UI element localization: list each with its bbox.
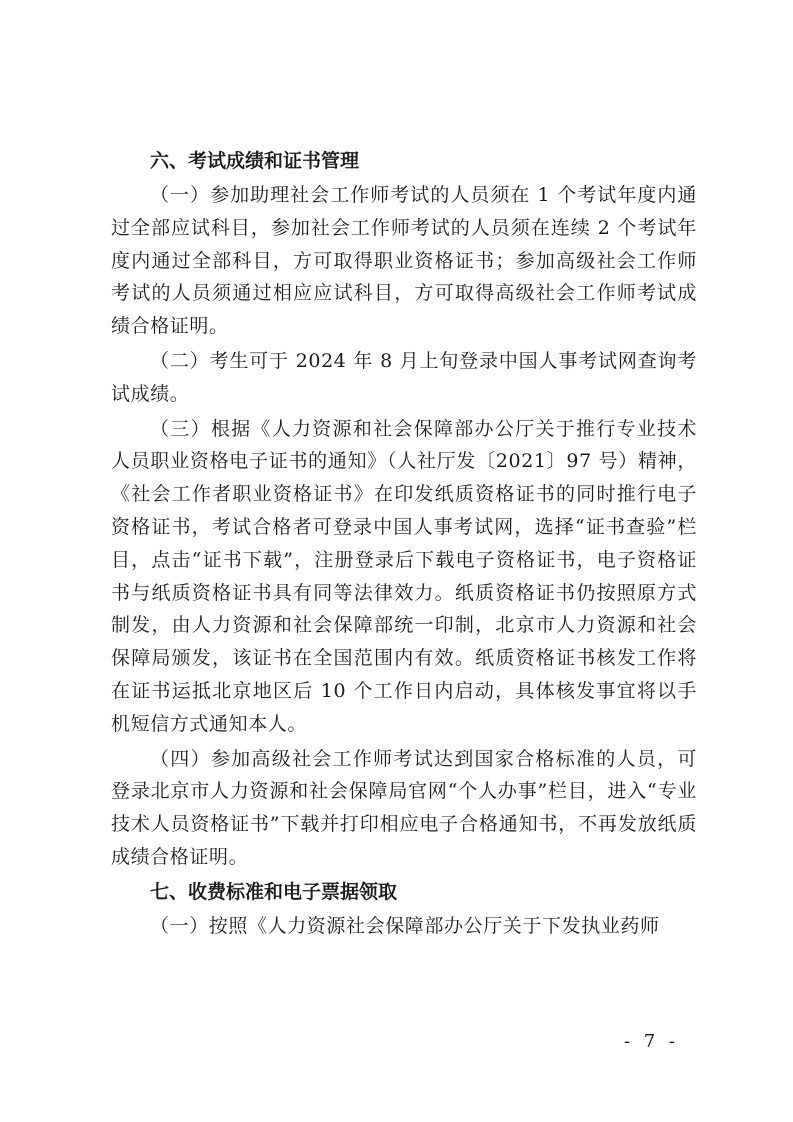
section-six-paragraph-4: （四）参加高级社会工作师考试达到国家合格标准的人员，可登录北京市人力资源和社会保障局官网“个人办事”栏目，进入“专业技术人员资格证书”下载并打印相应电子合格通知书，不再发放纸质成绩合格证明。 <box>111 747 697 868</box>
section-six-paragraph-1: （一）参加助理社会工作师考试的人员须在 1 个考试年度内通过全部应试科目，参加社会工作师考试的人员须在连续 2 个考试年度内通过全部科目，方可取得职业资格证书；参加高级社会工作师考试的人员须通过相应应试科目，方可取得高级社会工作师考试成绩合格证明。 <box>111 184 697 338</box>
section-seven-paragraph-1: （一）按照《人力资源社会保障部办公厅关于下发执业药师 <box>150 914 660 937</box>
page-number: - 7 - <box>623 1031 679 1052</box>
section-six-paragraph-3: （三）根据《人力资源和社会保障部办公厅关于推行专业技术人员职业资格电子证书的通知》（人社厅发〔2021〕97 号）精神，《社会工作者职业资格证书》在印发纸质资格证书的同时推行电子资格证书，考试合格者可登录中国人事考试网，选择“证书查验”栏目，点击“证书下载”，注册登录后下载电子资格证书，电子资格证书与纸质资格证书具有同等法律效力。纸质资格证书仍按照原方式制发，由人力资源和社会保障部统一印制，北京市人力资源和社会保障局颁发，该证书在全国范围内有效。纸质资格证书核发工作将在证书运抵北京地区后 10 个工作日内启动，具体核发事宜将以手机短信方式通知本人。 <box>111 417 697 735</box>
document-page <box>111 145 697 945</box>
section-six-paragraph-2: （二）考生可于 2024 年 8 月上旬登录中国人事考试网查询考试成绩。 <box>111 349 697 405</box>
section-six-heading: 六、考试成绩和证书管理 <box>150 150 360 172</box>
section-seven-heading: 七、收费标准和电子票据领取 <box>150 880 398 903</box>
